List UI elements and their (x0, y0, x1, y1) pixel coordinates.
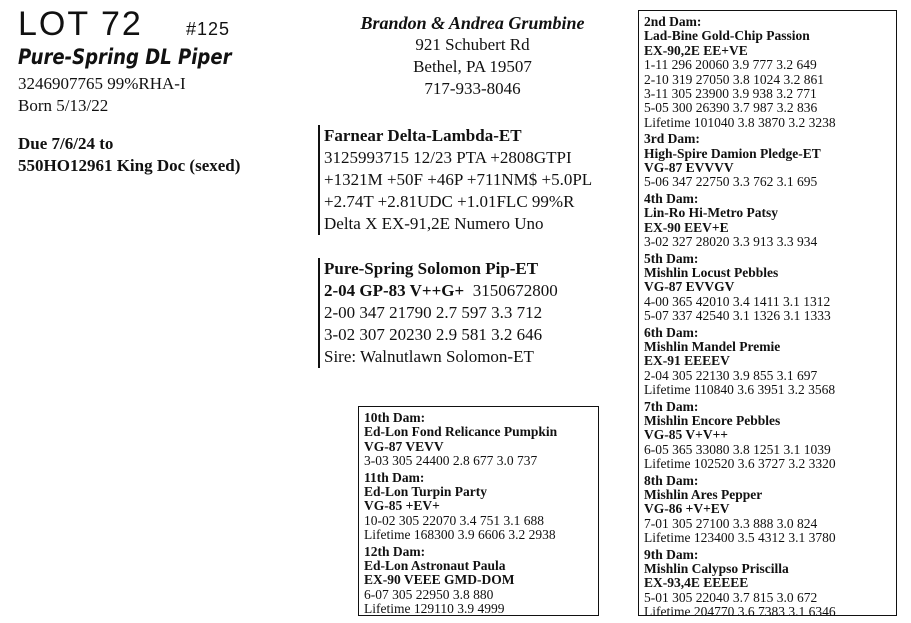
consignor-name: Brandon & Andrea Grumbine (360, 13, 585, 33)
animal-name: Pure-Spring DL Piper (18, 45, 232, 69)
dam-entry-class: EX-93,4E EEEEE (644, 575, 749, 591)
dam-entry-record: 2-04 305 22130 3.9 855 3.1 697 (644, 367, 818, 383)
dam-entry-record: Lifetime 129110 3.9 4999 (364, 601, 505, 617)
sire-name: Farnear Delta-Lambda-ET (324, 126, 522, 145)
dam-entry-class: EX-90,2E EE+VE (644, 42, 748, 58)
dam-entry (644, 192, 891, 250)
dam-entry-class: VG-85 V+V++ (644, 427, 728, 443)
dam-entry-name: Mishlin Ares Pepper (644, 487, 763, 502)
dam-entry-record: Lifetime 204770 3.6 7383 3.1 6346 (644, 604, 836, 620)
dam-entry (644, 326, 891, 398)
dam-record-1: 2-00 347 21790 2.7 597 3.3 712 (324, 303, 543, 322)
dam-entry-class: EX-91 EEEEV (644, 353, 730, 369)
dam-class-line (324, 280, 558, 302)
sire-block (318, 125, 592, 235)
dam-heading: 6th Dam: (644, 324, 699, 340)
dam-heading: 7th Dam: (644, 398, 699, 414)
dam-heading: 5th Dam: (644, 250, 699, 266)
dam-heading: 10th Dam: (364, 410, 426, 425)
dam-entry (644, 474, 891, 546)
due-date: Due 7/6/24 to (18, 134, 114, 153)
lot-label: LOT 72 (18, 5, 143, 43)
dam-entry-record: Lifetime 123400 3.5 4312 3.1 3780 (644, 530, 836, 546)
consignor-street: 921 Schubert Rd (415, 35, 530, 54)
dam-entry-record: 4-00 365 42010 3.4 1411 3.1 1312 (644, 293, 831, 309)
dam-entry (644, 15, 891, 130)
dam-entry (364, 411, 593, 469)
dam-entry-record: 5-05 300 26390 3.7 987 3.2 836 (644, 100, 818, 116)
dam-entry-name: Mishlin Mandel Premie (644, 338, 781, 354)
dam-entry-record: 5-01 305 22040 3.7 815 3.0 672 (644, 589, 818, 605)
dam-entry (644, 400, 891, 472)
dam-entry-class: VG-87 EVVVV (644, 160, 734, 176)
dam-entry-record: 3-11 305 23900 3.9 938 3.2 771 (644, 86, 817, 102)
consignor-city: Bethel, PA 19507 (413, 57, 532, 76)
dam-block (318, 258, 558, 368)
dam-entry-record: 10-02 305 22070 3.4 751 3.1 688 (364, 512, 544, 528)
dam-entry-record: 2-10 319 27050 3.8 1024 3.2 861 (644, 71, 824, 87)
dam-sire: Sire: Walnutlawn Solomon-ET (324, 347, 534, 366)
dam-entry-record: 3-02 327 28020 3.3 913 3.3 934 (644, 234, 818, 250)
dam-entry-class: VG-87 VEVV (364, 438, 444, 454)
dam-heading: 9th Dam: (644, 546, 699, 562)
dam-entry-record: 6-05 365 33080 3.8 1251 3.1 1039 (644, 441, 831, 457)
dams-box-right (638, 10, 897, 620)
dam-entry-class: EX-90 EEV+E (644, 219, 729, 235)
dam-entry-record: 6-07 305 22950 3.8 880 (364, 586, 494, 602)
dam-entry (644, 252, 891, 324)
sire-line-2: +1321M +50F +46P +711NM$ +5.0PL (324, 170, 593, 189)
dam-entry-name: Ed-Lon Turpin Party (364, 484, 488, 500)
dam-reg: 3150672800 (472, 281, 558, 300)
dam-heading: 3rd Dam: (644, 131, 700, 147)
dam-entry (644, 132, 891, 190)
dam-entry-record: 1-11 296 20060 3.9 777 3.2 649 (644, 57, 817, 73)
dam-entry (364, 545, 593, 617)
sire-line-3: +2.74T +2.81UDC +1.01FLC 99%R (324, 192, 575, 211)
dam-entry-record: Lifetime 101040 3.8 3870 3.2 3238 (644, 114, 836, 130)
dam-entry-name: Lin-Ro Hi-Metro Patsy (644, 205, 778, 221)
dam-heading: 4th Dam: (644, 190, 699, 206)
sire-line-4: Delta X EX-91,2E Numero Uno (324, 214, 544, 233)
dam-heading: 12th Dam: (364, 543, 426, 559)
dams-box-left (358, 406, 599, 616)
due-info (18, 133, 240, 177)
dam-heading: 2nd Dam: (644, 14, 702, 29)
dam-entry-record: 7-01 305 27100 3.3 888 3.0 824 (644, 515, 818, 531)
dam-entry-class: VG-87 EVVGV (644, 279, 735, 295)
dam-entry-record: 5-07 337 42540 3.1 1326 3.1 1333 (644, 308, 831, 324)
lot-number: #125 (186, 19, 231, 39)
dam-entry-class: EX-90 VEEE GMD-DOM (364, 572, 515, 588)
dam-entry-name: Ed-Lon Fond Relicance Pumpkin (364, 424, 558, 440)
dam-entry-name: Mishlin Locust Pebbles (644, 264, 779, 280)
dam-record-2: 3-02 307 20230 2.9 581 3.2 646 (324, 325, 543, 344)
dam-entry-name: Lad-Bine Gold-Chip Passion (644, 28, 810, 44)
service-sire: 550HO12961 King Doc (sexed) (18, 156, 241, 175)
dam-entry-record: 5-06 347 22750 3.3 762 3.1 695 (644, 174, 818, 190)
dam-entry (644, 548, 891, 620)
dam-entry-class: VG-86 +V+EV (644, 501, 730, 517)
dam-entry-class: VG-85 +EV+ (364, 498, 440, 514)
dam-entry-record: Lifetime 168300 3.9 6606 3.2 2938 (364, 527, 556, 543)
dam-entry-name: Ed-Lon Astronaut Paula (364, 558, 506, 574)
dam-heading: 11th Dam: (364, 469, 425, 485)
consignor-block (340, 12, 605, 100)
dam-entry-name: Mishlin Encore Pebbles (644, 412, 781, 428)
dam-name: Pure-Spring Solomon Pip-ET (324, 259, 539, 278)
dam-entry-name: High-Spire Damion Pledge-ET (644, 145, 821, 161)
dam-entry-name: Mishlin Calypso Priscilla (644, 561, 789, 577)
dam-entry (364, 471, 593, 543)
birth-date: Born 5/13/22 (18, 96, 109, 115)
registration-number: 3246907765 99%RHA-I (18, 74, 186, 93)
dam-classification: 2-04 GP-83 V++G+ (324, 281, 465, 300)
dam-heading: 8th Dam: (644, 472, 699, 488)
dam-entry-record: Lifetime 102520 3.6 3727 3.2 3320 (644, 456, 836, 472)
sire-line-1: 3125993715 12/23 PTA +2808GTPI (324, 148, 572, 167)
dam-entry-record: Lifetime 110840 3.6 3951 3.2 3568 (644, 382, 836, 398)
consignor-phone: 717-933-8046 (424, 79, 521, 98)
dam-entry-record: 3-03 305 24400 2.8 677 3.0 737 (364, 453, 538, 469)
